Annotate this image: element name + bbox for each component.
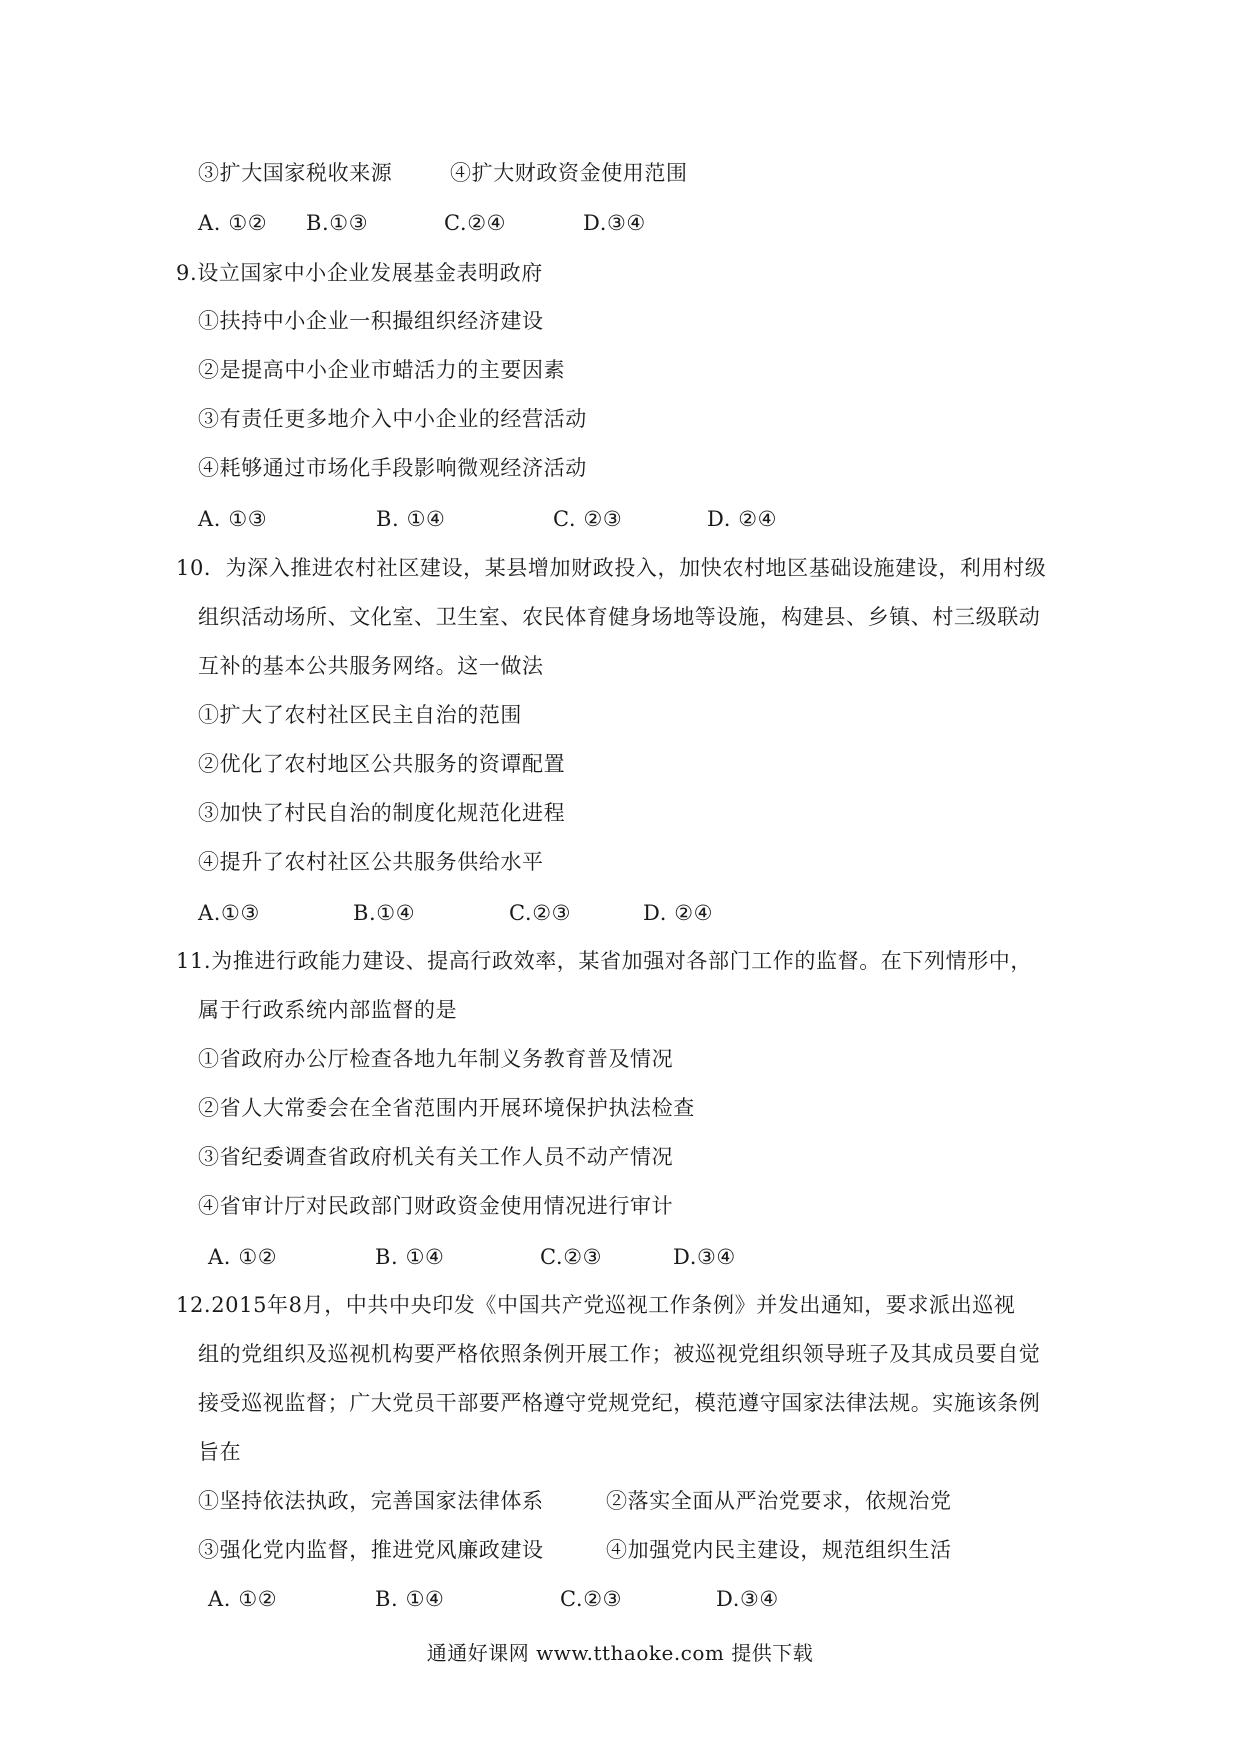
q8-answer-b: B.①③ <box>306 211 369 235</box>
q12-stem-line-2: 组的党组织及巡视机构要严格依照条例开展工作；被巡视党组织领导班子及其成员要自觉 <box>198 1342 1041 1366</box>
q12-item-3: ③强化党内监督，推进党风廉政建设 <box>198 1538 544 1562</box>
q8-option-4: ④扩大财政资金使用范围 <box>450 161 688 185</box>
q11-answer-b: B. ①④ <box>375 1245 445 1269</box>
q10-answer-b: B.①④ <box>353 901 416 925</box>
q9-answer-a: A. ①③ <box>198 507 268 531</box>
q9-answer-c: C. ②③ <box>553 507 623 531</box>
q11-item-1: ①省政府办公厅检查各地九年制义务教育普及情况 <box>198 1047 674 1071</box>
q10-item-1: ①扩大了农村社区民主自治的范围 <box>198 703 522 727</box>
q10-stem-line-3: 互补的基本公共服务网络。这一做法 <box>198 654 544 678</box>
q10-item-3: ③加快了村民自治的制度化规范化进程 <box>198 801 566 825</box>
q11-item-2: ②省人大常委会在全省范围内开展环境保护执法检查 <box>198 1096 695 1120</box>
q8-answer-d: D.③④ <box>583 211 646 235</box>
q10-answer-d: D. ②④ <box>643 901 714 925</box>
q12-item-1: ①坚持依法执政，完善国家法律体系 <box>198 1489 544 1513</box>
q11-answer-d: D.③④ <box>673 1245 736 1269</box>
q11-item-4: ④省审计厅对民政部门财政资金使用情况进行审计 <box>198 1194 674 1218</box>
q11-item-3: ③省纪委调查省政府机关有关工作人员不动产情况 <box>198 1145 674 1169</box>
q11-answer-c: C.②③ <box>540 1245 603 1269</box>
q11-stem-line-2: 属于行政系统内部监督的是 <box>198 998 458 1022</box>
q10-answer-a: A.①③ <box>198 901 260 925</box>
q12-stem-line-4: 旨在 <box>198 1440 242 1464</box>
q12-answer-d: D.③④ <box>716 1587 779 1611</box>
q9-item-2: ②是提高中小企业市蜡活力的主要因素 <box>198 358 566 382</box>
q8-answer-a: A. ①② <box>198 211 268 235</box>
q9-stem: 9.设立国家中小企业发展基金表明政府 <box>176 261 543 285</box>
q11-answer-a: A. ①② <box>208 1245 278 1269</box>
q9-answer-b: B. ①④ <box>376 507 446 531</box>
q10-stem-line-1: 10．为深入推进农村社区建设，某县增加财政投入，加快农村地区基础设施建设，利用村级 <box>176 556 1047 580</box>
q12-stem-line-1: 12.2015年8月，中共中央印发《中国共产党巡视工作条例》并发出通知，要求派出巡视 <box>176 1293 1016 1317</box>
q8-answer-c: C.②④ <box>444 211 507 235</box>
q12-stem-line-3: 接受巡视监督；广大党员干部要严格遵守党规党纪，模范遵守国家法律法规。实施该条例 <box>198 1391 1041 1415</box>
q12-answer-c: C.②③ <box>560 1587 623 1611</box>
q12-item-4: ④加强党内民主建设，规范组织生活 <box>606 1538 952 1562</box>
q10-stem-line-2: 组织活动场所、文化室、卫生室、农民体育健身场地等设施，构建县、乡镇、村三级联动 <box>198 605 1041 629</box>
q9-answer-d: D. ②④ <box>707 507 778 531</box>
q12-answer-a: A. ①② <box>208 1587 278 1611</box>
q9-item-3: ③有责任更多地介入中小企业的经营活动 <box>198 407 587 431</box>
q10-item-2: ②优化了农村地区公共服务的资谭配置 <box>198 752 566 776</box>
q9-item-4: ④耗够通过市场化手段影响微观经济活动 <box>198 456 587 480</box>
q11-stem-line-1: 11.为推进行政能力建设、提高行政效率，某省加强对各部门工作的监督。在下列情形中， <box>176 949 1032 973</box>
q9-item-1: ①扶持中小企业一积撮组织经济建设 <box>198 309 544 333</box>
q12-item-2: ②落实全面从严治党要求，依规治党 <box>606 1489 952 1513</box>
q10-answer-c: C.②③ <box>509 901 572 925</box>
q12-answer-b: B. ①④ <box>375 1587 445 1611</box>
page-footer: 通通好课网 www.tthaoke.com 提供下载 <box>426 1641 814 1665</box>
q10-item-4: ④提升了农村社区公共服务供给水平 <box>198 850 544 874</box>
q8-option-3: ③扩大国家税收来源 <box>198 161 393 185</box>
